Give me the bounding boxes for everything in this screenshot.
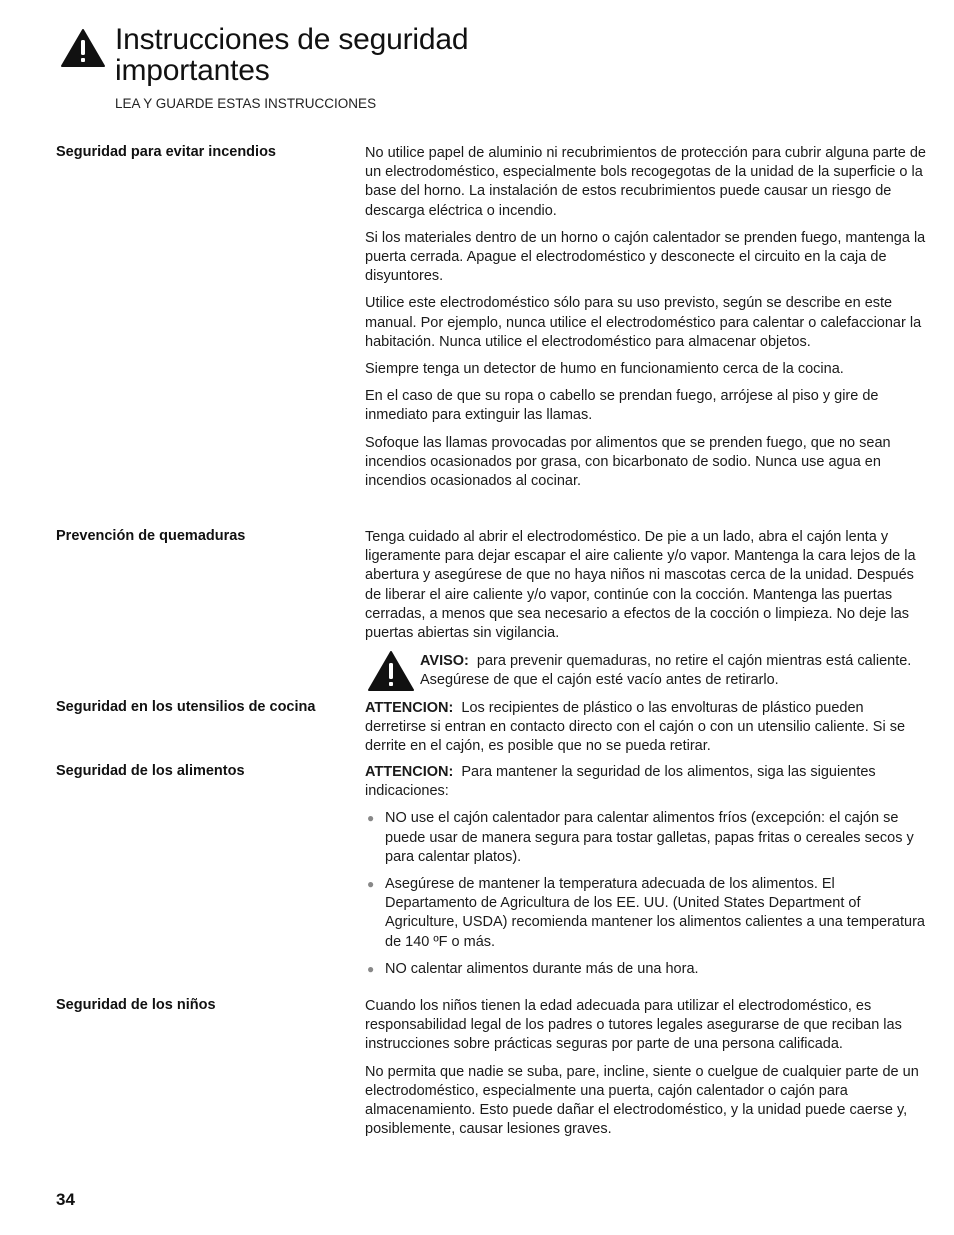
warning-callout	[365, 648, 927, 690]
paragraph: Sofoque las llamas provocadas por alimentos que se prenden fuego, que no sean incendios ocasionados por grasa, con bicarbonato de sodio. Nunca use agua en incendios ocasionados al cocinar.	[365, 434, 891, 490]
list-item: ● NO use el cajón calentador para calentar alimentos fríos (excepción: el cajón se puede usar de manera segura para tostar galletas, papas fritas o cereales secos y para calentar platos).	[367, 810, 914, 865]
bullet-list	[365, 809, 927, 979]
attention-lead: ATTENCION:	[365, 764, 454, 780]
page-title	[115, 24, 468, 86]
title-line-1: Instrucciones de seguridad	[115, 23, 469, 56]
page-number: 34	[56, 1190, 75, 1209]
title-line-2: importantes	[115, 54, 270, 87]
paragraph	[365, 699, 927, 757]
paragraph: Cuando los niños tienen la edad adecuada para utilizar el electrodoméstico, es responsabilidad legal de los padres o tutores legales asegurarse de que reciban las instrucciones sobre prácticas seguras por parte de una persona calificada.	[365, 998, 902, 1053]
paragraph: Si los materiales dentro de un horno o cajón calentador se prenden fuego, mantenga la puerta cerrada. Apague el electrodoméstico y desconecte el circuito en la caja de disyuntores.	[365, 229, 926, 285]
section-body-child-safety	[365, 997, 927, 1147]
list-item: ● NO calentar alimentos durante más de una hora.	[365, 960, 927, 979]
warning-lead: AVISO:	[420, 653, 469, 669]
section-label-burn-prevention: Prevención de quemaduras	[56, 528, 246, 544]
paragraph: En el caso de que su ropa o cabello se prendan fuego, arrójese al piso y gire de inmediato para extinguir las llamas.	[365, 388, 879, 424]
paragraph: No permita que nadie se suba, pare, incline, siente o cuelgue de cualquier parte de un electrodoméstico, especialmente una puerta, cajón calentador o cajón para almacenamiento. Esto puede dañar el electrodoméstico, y la unidad puede caerse y, posiblemente, causar lesiones graves.	[365, 1063, 919, 1138]
attention-body: Para mantener la seguridad de los alimentos, siga las siguientes indicaciones:	[365, 764, 876, 800]
paragraph: No utilice papel de aluminio ni recubrimientos de protección para cubrir alguna parte de un electrodoméstico, especialmente bols recogegotas de la unidad de la superficie o la base del horno. La instalación de estos recubrimientos puede causar un riesgo de descarga eléctrica o incendio.	[365, 145, 926, 219]
attention-lead: ATTENCION:	[365, 700, 454, 716]
section-label-cookware-safety: Seguridad en los utensilios de cocina	[56, 699, 316, 715]
bullet-dot-icon: ●	[367, 961, 375, 976]
list-item: ● Asegúrese de mantener la temperatura adecuada de los alimentos. El Departamento de Agricultura de los EE. UU. (United States Department of Agriculture, USDA) recomienda mantener los alimentos calientes a una temperatura de 140 ºF o más.	[367, 876, 925, 950]
bullet-dot-icon: ●	[367, 877, 375, 892]
section-body-cookware-safety	[365, 699, 927, 765]
section-body-fire-safety	[365, 144, 927, 499]
warning-text	[420, 648, 927, 690]
paragraph	[365, 763, 927, 801]
section-body-food-safety	[365, 763, 927, 987]
section-label-food-safety: Seguridad de los alimentos	[56, 763, 245, 779]
paragraph: Utilice este electrodoméstico sólo para su uso previsto, según se describe en este manual. Por ejemplo, nunca utilice el electrodoméstico para calentar o calefaccionar la habitación. Nunca utilice el electrodoméstico para almacenar objetos.	[365, 295, 922, 350]
paragraph: Tenga cuidado al abrir el electrodoméstico. De pie a un lado, abra el cajón lenta y ligeramente para dejar escapar el aire caliente y/o vapor. Mantenga la cara lejos de la abertura y asegúrese de que no haya niños ni mascotas cerca de la unidad. Después de liberar el aire caliente y/o vapor, continúe con la cocción. Mantenga las puertas cerradas, a menos que sea necesario a efectos de la cocción o limpieza. No deje las puertas abiertas sin vigilancia.	[365, 529, 916, 642]
bullet-dot-icon: ●	[367, 811, 375, 826]
attention-body: Los recipientes de plástico o las envolturas de plástico pueden derretirse si entran en contacto directo con el cajón o con un utensilio caliente. Si se derrite en el cajón, es posible que no se pueda retirar.	[365, 700, 906, 755]
warning-body: para prevenir quemaduras, no retire el cajón mientras está caliente. Asegúrese de que el cajón esté vacío antes de retirarlo.	[420, 653, 912, 689]
warning-triangle-icon	[60, 28, 106, 68]
section-label-child-safety: Seguridad de los niños	[56, 997, 216, 1013]
page-subtitle: LEA Y GUARDE ESTAS INSTRUCCIONES	[115, 96, 377, 111]
section-body-burn-prevention	[365, 528, 927, 651]
paragraph: Siempre tenga un detector de humo en funcionamiento cerca de la cocina.	[365, 361, 844, 378]
section-label-fire-safety: Seguridad para evitar incendios	[56, 144, 276, 160]
warning-triangle-icon	[367, 650, 415, 692]
